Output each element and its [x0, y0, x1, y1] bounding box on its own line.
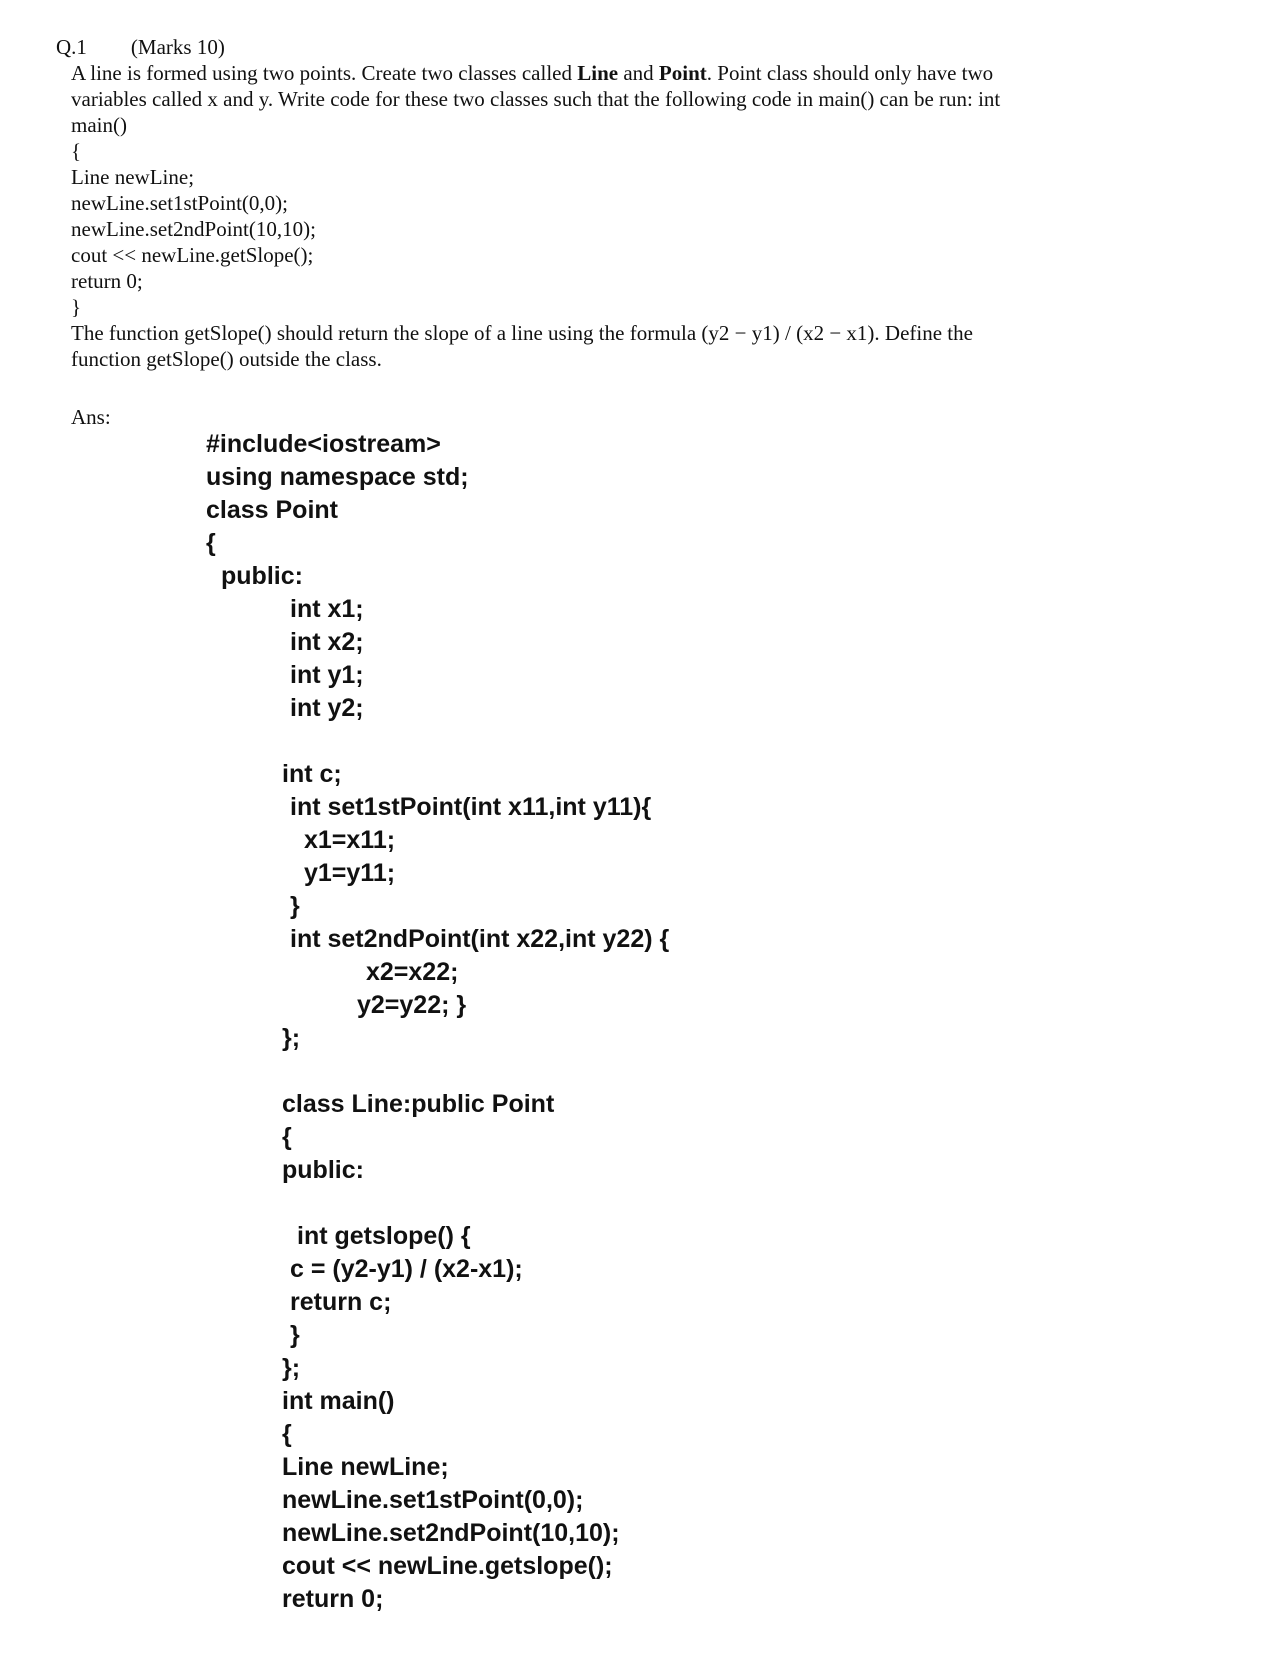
- code-line: x2=x22;: [366, 958, 459, 986]
- question-code-line: newLine.set2ndPoint(10,10);: [71, 217, 316, 241]
- question-code-line: Line newLine;: [71, 165, 195, 189]
- question-code-line: main(): [71, 113, 127, 137]
- bold-term-point: Point: [658, 61, 707, 85]
- code-line: };: [282, 1354, 301, 1382]
- code-line: {: [282, 1420, 292, 1448]
- code-line: int y2;: [290, 694, 364, 722]
- code-line: {: [206, 529, 216, 557]
- code-line: newLine.set1stPoint(0,0);: [282, 1486, 584, 1514]
- code-line: }: [290, 1321, 300, 1349]
- code-line: return c;: [290, 1288, 392, 1316]
- code-line: int x2;: [290, 628, 364, 656]
- question-text-line: A line is formed using two points. Create two classes called Line and Point. Point class should only have two: [71, 61, 994, 85]
- bold-term-line: Line: [577, 61, 619, 85]
- answer-label: Ans:: [71, 405, 111, 429]
- question-text-line: The function getSlope() should return the slope of a line using the formula (y2 − y1) / (x2 − x1). Define the: [71, 321, 973, 345]
- question-number: Q.1: [56, 35, 87, 59]
- question-code-line: {: [71, 139, 82, 163]
- code-line: int getslope() {: [297, 1222, 471, 1250]
- question-code-line: return 0;: [71, 269, 143, 293]
- code-line: int x1;: [290, 595, 364, 623]
- question-code-line: cout << newLine.getSlope();: [71, 243, 314, 267]
- code-line: {: [282, 1123, 292, 1151]
- code-line: public:: [221, 562, 303, 590]
- code-line: int c;: [282, 760, 342, 788]
- code-line: cout << newLine.getslope();: [282, 1552, 613, 1580]
- question-code-line: }: [71, 295, 82, 319]
- question-body: [71, 60, 1071, 372]
- code-line: Line newLine;: [282, 1453, 449, 1481]
- question-text-line: function getSlope() outside the class.: [71, 347, 382, 371]
- code-line: using namespace std;: [206, 463, 469, 491]
- code-line: int set1stPoint(int x11,int y11){: [290, 793, 652, 821]
- code-line: y1=y11;: [304, 859, 396, 887]
- code-line: public:: [282, 1156, 364, 1184]
- code-line: }: [290, 892, 300, 920]
- code-line: y2=y22; }: [357, 991, 467, 1019]
- code-line: return 0;: [282, 1585, 384, 1613]
- code-line: int main(): [282, 1387, 395, 1415]
- code-line: c = (y2-y1) / (x2-x1);: [290, 1255, 523, 1283]
- code-line: class Point: [206, 496, 338, 524]
- question-marks: (Marks 10): [130, 35, 225, 59]
- question-text-line: variables called x and y. Write code for these two classes such that the following code in main() can be run: int: [71, 87, 1001, 111]
- question-header: [56, 34, 225, 60]
- code-line: x1=x11;: [304, 826, 396, 854]
- code-line: newLine.set2ndPoint(10,10);: [282, 1519, 620, 1547]
- code-line: #include<iostream>: [206, 430, 441, 458]
- code-line: int set2ndPoint(int x22,int y22) {: [290, 925, 670, 953]
- code-line: int y1;: [290, 661, 364, 689]
- code-line: class Line:public Point: [282, 1090, 555, 1118]
- question-code-line: newLine.set1stPoint(0,0);: [71, 191, 288, 215]
- code-line: };: [282, 1024, 301, 1052]
